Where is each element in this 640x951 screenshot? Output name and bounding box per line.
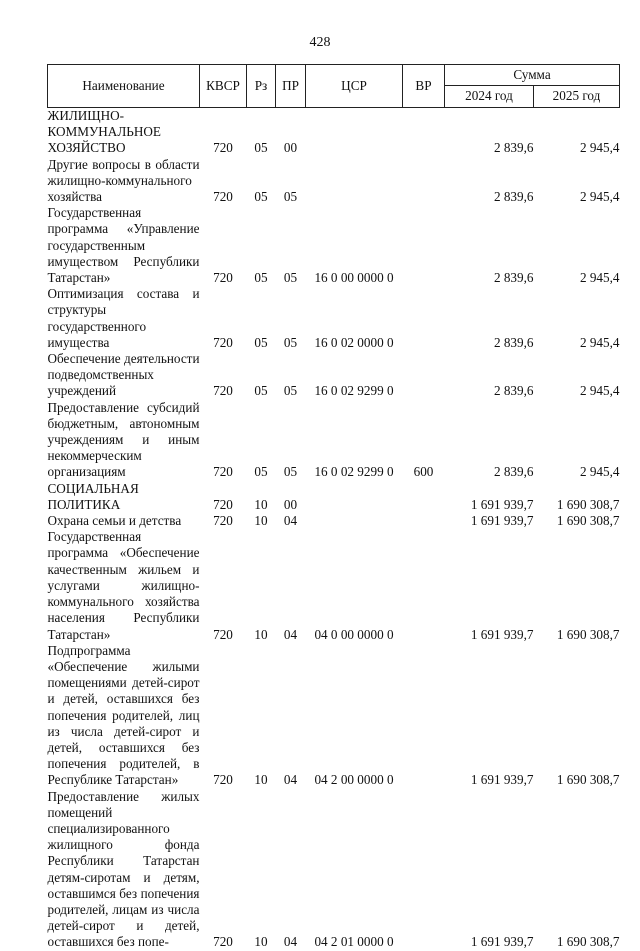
table-row [48, 351, 620, 400]
row-vr [403, 789, 445, 951]
table-row [48, 789, 620, 951]
row-csr: 04 2 01 0000 0 [314, 934, 394, 950]
header-csr: ЦСР [306, 65, 403, 108]
table-row [48, 108, 620, 157]
table-row [48, 643, 620, 789]
row-name-text: Государственная программа «Управление государственным имуществом Республики Татарстан» [47, 205, 200, 286]
row-kvsr: 720 [213, 270, 233, 286]
row-name [48, 643, 200, 789]
header-sum: Сумма [445, 65, 620, 86]
row-sum-2025: 1 690 308,7 [556, 513, 620, 529]
row-vr [403, 481, 445, 513]
row-name [48, 481, 200, 513]
row-sum-2025: 1 690 308,7 [556, 772, 620, 788]
row-rz: 05 [254, 334, 268, 350]
row-csr: 16 0 02 9299 0 [314, 383, 394, 399]
row-csr: 04 0 00 0000 0 [314, 626, 394, 642]
row-vr [403, 513, 445, 529]
row-kvsr: 720 [213, 189, 233, 205]
row-name-text: Предоставление субсидий бюджетным, автономным учреждениям и иным некоммерческим организациям [47, 399, 200, 480]
row-csr: 16 0 02 9299 0 [314, 464, 394, 480]
row-rz: 10 [254, 513, 268, 529]
row-name-text: Государственная программа «Обеспечение качественным жильем и услугами жилищно-коммунального хозяйства населения Республики Татарстан» [47, 529, 200, 642]
row-sum-2024: 2 839,6 [493, 140, 534, 156]
row-pr: 05 [283, 383, 298, 399]
row-name [48, 351, 200, 400]
row-pr: 05 [283, 334, 298, 350]
row-kvsr: 720 [213, 383, 233, 399]
row-csr: 16 0 00 0000 0 [314, 270, 394, 286]
row-sum-2024: 1 691 939,7 [470, 496, 534, 512]
header-name: Наименование [48, 65, 200, 108]
row-kvsr: 720 [213, 334, 233, 350]
row-csr [306, 157, 403, 206]
row-csr [306, 481, 403, 513]
row-csr: 04 2 00 0000 0 [314, 772, 394, 788]
row-rz: 10 [254, 772, 268, 788]
row-name [48, 157, 200, 206]
row-vr [403, 529, 445, 642]
row-kvsr: 720 [213, 934, 233, 950]
table-row [48, 513, 620, 529]
row-vr [403, 286, 445, 351]
row-sum-2024: 2 839,6 [493, 464, 534, 480]
row-name-text: ЖИЛИЩНО-КОММУНАЛЬНОЕ ХОЗЯЙСТВО [47, 108, 161, 156]
row-sum-2025: 1 690 308,7 [556, 626, 620, 642]
row-sum-2024: 2 839,6 [493, 383, 534, 399]
table-row [48, 157, 620, 206]
table-row [48, 286, 620, 351]
row-sum-2025: 1 690 308,7 [556, 934, 620, 950]
page-number: 428 [309, 35, 331, 50]
row-kvsr: 720 [213, 464, 233, 480]
row-name-text: СОЦИАЛЬНАЯ ПОЛИТИКА [47, 480, 139, 512]
row-sum-2024: 2 839,6 [493, 189, 534, 205]
row-kvsr: 720 [213, 513, 233, 529]
row-sum-2025: 2 945,4 [579, 383, 620, 399]
row-csr [306, 108, 403, 157]
row-sum-2025: 2 945,4 [579, 270, 620, 286]
header-year-2024: 2024 год [445, 86, 534, 108]
row-pr: 04 [283, 513, 298, 529]
row-rz: 05 [254, 270, 268, 286]
row-kvsr: 720 [213, 626, 233, 642]
table-row [48, 481, 620, 513]
row-vr [403, 643, 445, 789]
row-rz: 05 [254, 140, 268, 156]
row-name [48, 400, 200, 481]
row-vr [403, 157, 445, 206]
table-body [48, 108, 620, 951]
row-pr: 05 [283, 270, 298, 286]
row-sum-2025: 1 690 308,7 [556, 496, 620, 512]
row-pr: 04 [283, 772, 298, 788]
row-pr: 05 [283, 189, 298, 205]
row-name-text: Другие вопросы в области жилищно-коммунального хозяйства [47, 156, 200, 205]
table-row [48, 529, 620, 642]
row-pr: 05 [283, 464, 298, 480]
row-rz: 05 [254, 383, 268, 399]
table-row [48, 205, 620, 286]
table-header [48, 65, 620, 108]
row-rz: 05 [254, 464, 268, 480]
row-name-text: Оптимизация состава и структуры государственного имущества [47, 286, 200, 350]
row-name-text: Подпрограмма «Обеспечение жилыми помещениями детей-сирот и детей, оставшихся без попечения родителей, лиц из числа детей-сирот и детей, оставшихся без попечения родителей, в Республике Татарстан» [47, 642, 200, 788]
row-name [48, 286, 200, 351]
header-vr: ВР [403, 65, 445, 108]
row-rz: 10 [254, 934, 268, 950]
table-row [48, 400, 620, 481]
row-rz: 10 [254, 626, 268, 642]
row-vr [403, 108, 445, 157]
row-kvsr: 720 [213, 772, 233, 788]
header-pr: ПР [276, 65, 306, 108]
budget-table [47, 64, 620, 951]
row-rz: 05 [254, 189, 268, 205]
row-sum-2024: 1 691 939,7 [470, 626, 534, 642]
row-name-text: Охрана семьи и детства [47, 513, 182, 529]
row-pr: 00 [283, 496, 298, 512]
row-name [48, 513, 200, 529]
header-rz: Рз [247, 65, 276, 108]
row-csr: 16 0 02 0000 0 [314, 334, 394, 350]
row-sum-2024: 2 839,6 [493, 270, 534, 286]
row-sum-2025: 2 945,4 [579, 464, 620, 480]
row-pr: 04 [283, 626, 298, 642]
row-sum-2024: 1 691 939,7 [470, 513, 534, 529]
row-vr [403, 205, 445, 286]
row-sum-2025: 2 945,4 [579, 140, 620, 156]
row-pr: 00 [283, 140, 298, 156]
row-name [48, 529, 200, 642]
row-vr: 600 [413, 464, 434, 480]
row-name [48, 108, 200, 157]
row-name [48, 205, 200, 286]
row-sum-2024: 1 691 939,7 [470, 772, 534, 788]
row-sum-2025: 2 945,4 [579, 189, 620, 205]
row-sum-2024: 1 691 939,7 [470, 934, 534, 950]
header-year-2025: 2025 год [534, 86, 620, 108]
header-kvsr: КВСР [200, 65, 247, 108]
row-sum-2024: 2 839,6 [493, 334, 534, 350]
row-vr [403, 351, 445, 400]
row-name-text: Обеспечение деятельности подведомственных учреждений [47, 351, 200, 399]
row-sum-2025: 2 945,4 [579, 334, 620, 350]
row-csr [306, 513, 403, 529]
row-kvsr: 720 [213, 496, 233, 512]
row-rz: 10 [254, 496, 268, 512]
row-kvsr: 720 [213, 140, 233, 156]
row-pr: 04 [283, 934, 298, 950]
row-name [48, 789, 200, 951]
row-name-text: Предоставление жилых помещений специализированного жилищного фонда Республики Татарстан детям-сиротам и детям, оставшимся без попечения родителей, лицам из числа детей-сирот и детей, оставшихся без попе- [47, 788, 200, 950]
